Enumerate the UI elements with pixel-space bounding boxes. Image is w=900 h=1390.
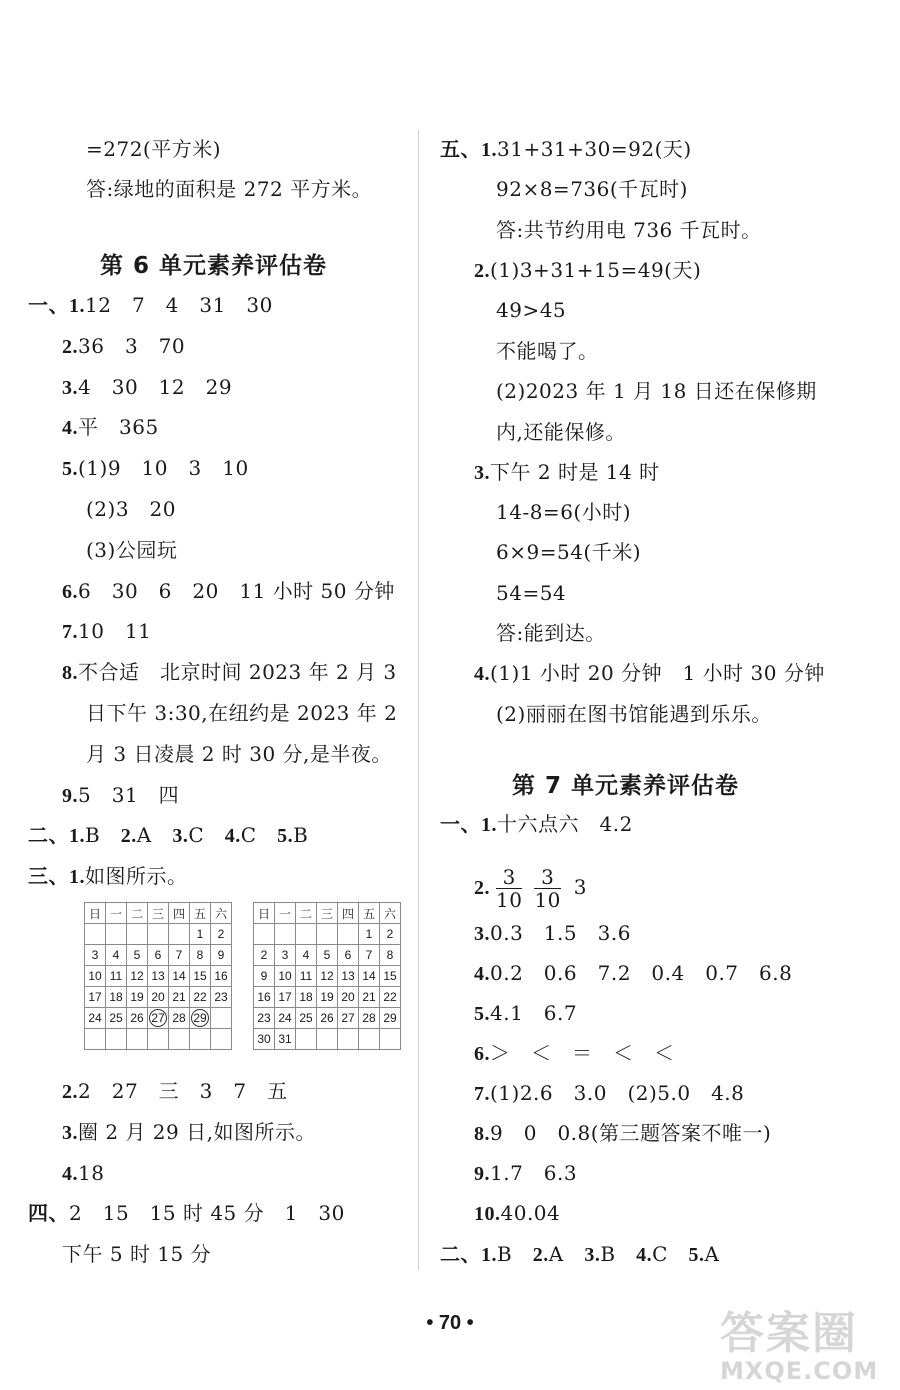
q-number: 7. [474,1083,490,1105]
day-cell: 25 [296,1008,317,1029]
day-cell: 6 [148,945,169,966]
day-cell: 10 [85,966,106,987]
unit7-q1-2 [474,866,587,911]
unit6-q1-5b: (2)3 20 [86,497,177,521]
calendar-week-row [85,945,232,966]
unit6-heading: 第 6 单元素养评估卷 [100,253,328,279]
weekday-cell: 日 [254,903,275,924]
section-label: 二、1. [28,825,85,847]
day-cell: 19 [317,987,338,1008]
day-cell: 25 [106,1008,127,1029]
day-cell [296,1029,317,1050]
answer-text: 4 30 12 29 [78,375,233,399]
day-cell: 9 [254,966,275,987]
answer-text: 2 27 三 3 7 五 [78,1079,288,1103]
section-label: 一、1. [440,814,497,836]
calendar-header-row [254,903,401,924]
energy-equation: 92×8=736(千瓦时) [496,177,688,201]
warranty-line-a: (2)2023 年 1 月 18 日还在保修期 [496,379,817,403]
energy-answer: 答:共节约用电 736 千瓦时。 [496,218,762,242]
unit6-q1-9 [62,782,179,809]
q-number: 4. [62,1163,78,1185]
day-cell: 8 [380,945,401,966]
day-cell: 15 [190,966,211,987]
q-number: 4. [474,963,490,985]
q-number: 3. [172,825,189,847]
fraction-denominator: 10 [496,888,523,912]
weekday-cell: 四 [338,903,359,924]
q-number: 2. [62,1081,78,1103]
q-number: 4. [474,663,490,685]
day-cell [85,1029,106,1050]
day-cell: 17 [85,987,106,1008]
day-cell: 21 [359,987,380,1008]
answer-text: 平 365 [78,415,159,439]
day-cell [190,1008,211,1029]
day-cell: 22 [190,987,211,1008]
section-label: 三、1. [28,866,85,888]
q-number: 2. [62,336,78,358]
circled-day: 29 [191,1009,209,1027]
watermark-logo [720,1310,895,1385]
day-cell [317,1029,338,1050]
answer-text: ＞ ＜ ＝ ＜ ＜ [490,1041,675,1065]
answer-text: 40.04 [500,1201,561,1225]
day-cell: 6 [338,945,359,966]
answer-text: 3 [573,875,587,899]
day-cell: 19 [127,987,148,1008]
unit7-q1-9 [474,1160,577,1187]
day-cell: 21 [169,987,190,1008]
calendar-february-2 [253,902,401,1050]
weekday-cell: 三 [317,903,338,924]
answer-text: 0.3 1.5 3.6 [490,921,631,945]
q-number: 5. [277,825,294,847]
weekday-cell: 五 [190,903,211,924]
section-label: 一、1. [28,295,85,317]
answer-text: 如图所示。 [85,864,188,888]
fraction-3-10-a [496,866,522,911]
unit6-section3-q4 [62,1160,104,1187]
answer-text: 下午 2 时是 14 时 [490,460,660,484]
day-cell: 27 [338,1008,359,1029]
day-cell: 11 [296,966,317,987]
unit6-section5-q3 [474,459,660,486]
q-number: 4. [224,825,241,847]
unit6-q1-5c: (3)公园玩 [86,538,178,562]
weekday-cell: 三 [148,903,169,924]
day-cell: 5 [127,945,148,966]
unit6-q1-2 [62,333,185,360]
unit7-q1-10 [474,1200,560,1227]
answer-text: 10 11 [78,619,152,643]
answer-text: A [704,1242,720,1266]
q-number: 8. [474,1123,490,1145]
calendar-week-row [85,1029,232,1050]
answer-text: 十六点六 4.2 [497,812,633,836]
day-cell: 7 [359,945,380,966]
day-cell [148,1008,169,1029]
answer-text: 5 31 四 [78,783,180,807]
q-number: 3. [584,1244,601,1266]
day-cell: 14 [359,966,380,987]
day-cell [190,1029,211,1050]
day-cell: 22 [380,987,401,1008]
q-number: 9. [474,1163,490,1185]
unit7-q1-8 [474,1120,771,1147]
weekday-cell: 二 [127,903,148,924]
calendar-february-1 [84,902,232,1050]
unit6-section2 [28,822,308,849]
unit6-q1-6 [62,578,395,605]
unit7-heading: 第 7 单元素养评估卷 [512,773,740,799]
answer-text: (1)1 小时 20 分钟 1 小时 30 分钟 [490,661,825,685]
day-cell: 13 [338,966,359,987]
library-answer: (2)丽丽在图书馆能遇到乐乐。 [496,702,772,726]
watermark-cn: 答案圈 [720,1308,858,1359]
day-cell [338,1029,359,1050]
q-number: 10. [474,1203,501,1225]
day-cell [85,924,106,945]
unit7-q1-3 [474,920,631,947]
answer-text: 1.7 6.3 [490,1161,578,1185]
fraction-numerator: 3 [534,866,560,889]
warranty-line-b: 内,还能保修。 [496,420,626,444]
answer-text: 36 3 70 [78,334,186,358]
calendar-week-row [254,924,401,945]
day-cell [148,924,169,945]
calendar-week-row [254,966,401,987]
hours-equation: 14-8=6(小时) [496,500,632,524]
section-label: 四、 [28,1203,69,1225]
answer-text: 不合适 北京时间 2023 年 2 月 3 [78,660,397,684]
weekday-cell: 一 [275,903,296,924]
weekday-cell: 日 [85,903,106,924]
q-number: 3. [474,462,490,484]
section-label: 五、1. [440,139,497,161]
q-number: 6. [474,1043,490,1065]
unit6-section4-b: 下午 5 时 15 分 [62,1242,212,1266]
weekday-cell: 四 [169,903,190,924]
unit6-q1-7 [62,618,151,645]
answer-text: 0.2 0.6 7.2 0.4 0.7 6.8 [490,961,793,985]
day-cell [106,1029,127,1050]
distance-equation: 6×9=54(千米) [496,540,642,564]
unit7-section2 [440,1241,719,1268]
day-cell: 18 [296,987,317,1008]
calendar-week-row [85,1008,232,1029]
day-cell [127,1029,148,1050]
day-cell: 16 [254,987,275,1008]
answer-text: A [548,1242,564,1266]
day-cell [211,1008,232,1029]
unit7-q1-7 [474,1080,744,1107]
q-number: 7. [62,621,78,643]
day-cell: 2 [380,924,401,945]
calendar-week-row [85,987,232,1008]
answer-text: 圈 2 月 29 日,如图所示。 [78,1120,316,1144]
day-cell: 23 [211,987,232,1008]
unit6-q1-8b: 日下午 3:30,在纽约是 2023 年 2 [86,701,398,725]
weekday-cell: 五 [359,903,380,924]
day-cell: 8 [190,945,211,966]
calendar-week-row [254,945,401,966]
answer-text: B [85,823,101,847]
day-cell: 3 [275,945,296,966]
day-cell [211,1029,232,1050]
answer-text: 4.1 6.7 [490,1001,578,1025]
answer-text: B [293,823,309,847]
q-number: 3. [62,1122,78,1144]
q-number: 5. [62,458,78,480]
unit7-q1-1 [440,811,633,838]
day-cell: 11 [106,966,127,987]
day-cell [254,924,275,945]
q-number: 4. [62,417,78,439]
day-cell: 12 [317,966,338,987]
day-cell: 1 [359,924,380,945]
answer-text: C [188,823,205,847]
q-number: 9. [62,785,78,807]
answer-text: 18 [78,1161,105,1185]
q-number: 2. [532,1244,549,1266]
unit7-q1-5 [474,1000,577,1027]
section-label: 二、1. [440,1244,497,1266]
unit6-q1-3 [62,374,232,401]
day-cell: 7 [169,945,190,966]
q-number: 6. [62,581,78,603]
day-cell: 23 [254,1008,275,1029]
q-number: 5. [688,1244,705,1266]
q-number: 4. [636,1244,653,1266]
day-cell: 10 [275,966,296,987]
q-number: 3. [474,923,490,945]
compare-line: 49>45 [496,298,567,322]
unit6-q1-8 [62,659,397,686]
q-number: 2. [474,877,490,899]
day-cell: 4 [106,945,127,966]
day-cell: 15 [380,966,401,987]
unit6-section5-q1 [440,136,692,163]
day-cell: 2 [254,945,275,966]
unit6-q1-8c: 月 3 日凌晨 2 时 30 分,是半夜。 [86,742,392,766]
q-number: 3. [62,377,78,399]
answer-text: 9 0 0.8(第三题答案不唯一) [490,1121,772,1145]
page-number: • 70 • [426,1312,474,1334]
day-cell: 30 [254,1029,275,1050]
unit6-section3-q3 [62,1119,316,1146]
day-cell: 28 [359,1008,380,1029]
weekday-cell: 六 [380,903,401,924]
answer-text: C [240,823,257,847]
calendar-week-row [254,987,401,1008]
unit6-section3-q2 [62,1078,288,1105]
fraction-3-10-b [534,866,560,911]
unit6-section3-q1 [28,863,188,890]
day-cell: 1 [190,924,211,945]
calendar-header-row [85,903,232,924]
day-cell: 20 [338,987,359,1008]
q-number: 5. [474,1003,490,1025]
day-cell: 24 [85,1008,106,1029]
weekday-cell: 二 [296,903,317,924]
day-cell: 28 [169,1008,190,1029]
day-cell [296,924,317,945]
answer-text: B [497,1242,513,1266]
unit7-q1-6 [474,1040,675,1067]
answer-text: 6 30 6 20 11 小时 50 分钟 [78,579,395,603]
day-cell: 13 [148,966,169,987]
unit6-section5-q4 [474,660,825,687]
day-cell: 29 [380,1008,401,1029]
day-cell: 26 [317,1008,338,1029]
day-cell: 14 [169,966,190,987]
day-cell: 5 [317,945,338,966]
unit6-q1-1 [28,292,273,319]
q-number: 2. [120,825,137,847]
day-cell [169,924,190,945]
calendar-week-row [85,924,232,945]
answer-text: (1)3+31+15=49(天) [490,258,702,282]
calendar-week-row [254,1029,401,1050]
unit6-q1-5 [62,455,249,482]
answer-text: C [652,1242,668,1266]
answer-text: 12 7 4 31 30 [85,293,273,317]
area-answer: 答:绿地的面积是 272 平方米。 [86,177,373,201]
unit7-q1-4 [474,960,792,987]
day-cell [338,924,359,945]
day-cell: 18 [106,987,127,1008]
fraction-numerator: 3 [496,866,522,889]
day-cell [317,924,338,945]
answer-text: 31+31+30=92(天) [497,137,692,161]
area-equation: =272(平方米) [86,137,222,161]
answer-text: (1)2.6 3.0 (2)5.0 4.8 [490,1081,745,1105]
q-number: 8. [62,662,78,684]
watermark-en: MXQE.COM [720,1357,879,1385]
calendar-week-row [254,1008,401,1029]
arrive-answer: 答:能到达。 [496,621,606,645]
equal-line: 54=54 [496,581,567,605]
answer-text: B [600,1242,616,1266]
day-cell [169,1029,190,1050]
circled-day: 27 [149,1009,167,1027]
conclusion-line: 不能喝了。 [496,339,599,363]
day-cell [127,924,148,945]
day-cell: 3 [85,945,106,966]
answer-text: A [136,823,152,847]
day-cell: 9 [211,945,232,966]
day-cell: 20 [148,987,169,1008]
day-cell: 4 [296,945,317,966]
day-cell: 26 [127,1008,148,1029]
weekday-cell: 六 [211,903,232,924]
day-cell: 17 [275,987,296,1008]
column-divider [418,130,419,1270]
day-cell: 2 [211,924,232,945]
q-number: 2. [474,260,490,282]
calendar-week-row [85,966,232,987]
unit6-section4 [28,1200,345,1227]
day-cell: 31 [275,1029,296,1050]
fraction-denominator: 10 [534,888,561,912]
day-cell [359,1029,380,1050]
answer-text: 2 15 15 时 45 分 1 30 [69,1201,345,1225]
weekday-cell: 一 [106,903,127,924]
day-cell [380,1029,401,1050]
day-cell: 16 [211,966,232,987]
day-cell [275,924,296,945]
answer-text: (1)9 10 3 10 [78,456,249,480]
day-cell [148,1029,169,1050]
unit6-q1-4 [62,414,159,441]
day-cell: 12 [127,966,148,987]
unit6-section5-q2 [474,257,701,284]
day-cell [106,924,127,945]
day-cell: 24 [275,1008,296,1029]
